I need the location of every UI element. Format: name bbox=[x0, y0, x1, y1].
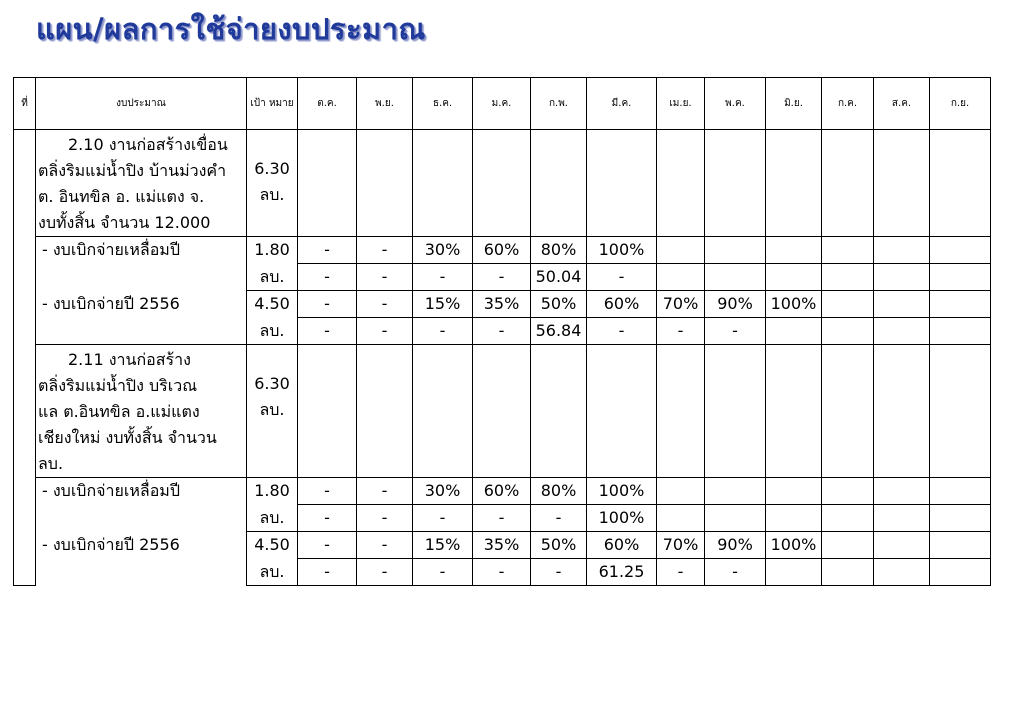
month-cell bbox=[413, 345, 473, 478]
sub-target: 1.80 bbox=[247, 237, 298, 264]
sub-budget-label: - งบเบิกจ่ายปี 2556 bbox=[36, 291, 247, 318]
sub-budget-label: - งบเบิกจ่ายปี 2556 bbox=[36, 532, 247, 559]
project-row bbox=[14, 345, 991, 478]
month-cell bbox=[298, 345, 357, 478]
result-value bbox=[766, 318, 822, 345]
result-value bbox=[657, 264, 705, 291]
plan-value: - bbox=[357, 478, 413, 505]
plan-value: - bbox=[298, 237, 357, 264]
month-cell bbox=[531, 130, 587, 237]
sub-budget-label: - งบเบิกจ่ายเหลื่อมปี bbox=[36, 237, 247, 264]
header-month: ก.ค. bbox=[822, 78, 874, 130]
plan-value bbox=[874, 291, 930, 318]
header-month: เม.ย. bbox=[657, 78, 705, 130]
month-cell bbox=[705, 130, 766, 237]
result-value bbox=[766, 264, 822, 291]
sub-budget-label bbox=[36, 505, 247, 532]
month-cell bbox=[357, 130, 413, 237]
result-value bbox=[822, 318, 874, 345]
result-value: - bbox=[298, 264, 357, 291]
result-value bbox=[766, 505, 822, 532]
result-value: - bbox=[657, 318, 705, 345]
result-value: - bbox=[298, 505, 357, 532]
header-month: ธ.ค. bbox=[413, 78, 473, 130]
sub-target: ลบ. bbox=[247, 318, 298, 345]
description-line: 2.10 งานก่อสร้างเขื่อน bbox=[68, 135, 228, 154]
plan-value bbox=[705, 237, 766, 264]
result-value bbox=[822, 264, 874, 291]
project-target bbox=[247, 345, 298, 478]
month-cell bbox=[822, 345, 874, 478]
sub-budget-label: - งบเบิกจ่ายเหลื่อมปี bbox=[36, 478, 247, 505]
sub-target: 4.50 bbox=[247, 532, 298, 559]
table-body bbox=[14, 130, 991, 586]
result-value bbox=[874, 264, 930, 291]
header-row bbox=[14, 78, 991, 130]
description-line: เชียงใหม่ งบทั้งสิ้น จำนวน bbox=[38, 428, 217, 447]
plan-value: 60% bbox=[473, 237, 531, 264]
project-target bbox=[247, 130, 298, 237]
project-description bbox=[36, 345, 247, 478]
result-value bbox=[822, 505, 874, 532]
header-budget: งบประมาณ bbox=[36, 78, 247, 130]
plan-row bbox=[14, 237, 991, 264]
result-value: - bbox=[587, 264, 657, 291]
description-line: ตลิ่งริมแม่น้ำปิง บ้านม่วงคำ bbox=[38, 161, 227, 180]
month-cell bbox=[874, 345, 930, 478]
plan-value: 15% bbox=[413, 532, 473, 559]
month-cell bbox=[413, 130, 473, 237]
sub-target: ลบ. bbox=[247, 505, 298, 532]
header-month: ก.พ. bbox=[531, 78, 587, 130]
plan-value bbox=[874, 532, 930, 559]
header-month: ต.ค. bbox=[298, 78, 357, 130]
target-line: ลบ. bbox=[259, 185, 285, 204]
plan-value: 60% bbox=[587, 291, 657, 318]
plan-value: 30% bbox=[413, 478, 473, 505]
project-row bbox=[14, 130, 991, 237]
plan-row bbox=[14, 478, 991, 505]
month-cell bbox=[766, 345, 822, 478]
month-cell bbox=[657, 345, 705, 478]
result-value bbox=[705, 505, 766, 532]
result-value: - bbox=[298, 559, 357, 586]
result-value: - bbox=[413, 505, 473, 532]
result-value: - bbox=[473, 318, 531, 345]
result-value bbox=[766, 559, 822, 586]
plan-value bbox=[930, 237, 991, 264]
result-value: - bbox=[357, 264, 413, 291]
plan-value: 80% bbox=[531, 237, 587, 264]
plan-value: 30% bbox=[413, 237, 473, 264]
plan-value bbox=[766, 478, 822, 505]
result-value: - bbox=[473, 559, 531, 586]
month-cell bbox=[473, 345, 531, 478]
result-value: - bbox=[357, 318, 413, 345]
result-value: - bbox=[531, 559, 587, 586]
result-row bbox=[14, 264, 991, 291]
plan-value: 50% bbox=[531, 291, 587, 318]
plan-value: 80% bbox=[531, 478, 587, 505]
plan-value bbox=[930, 291, 991, 318]
result-row bbox=[14, 505, 991, 532]
result-value: - bbox=[413, 559, 473, 586]
result-value bbox=[874, 559, 930, 586]
plan-value bbox=[822, 532, 874, 559]
result-value: - bbox=[357, 559, 413, 586]
description-line: 2.11 งานก่อสร้าง bbox=[68, 350, 191, 369]
plan-value bbox=[766, 237, 822, 264]
result-value: - bbox=[473, 264, 531, 291]
plan-value: 90% bbox=[705, 532, 766, 559]
plan-value: 60% bbox=[587, 532, 657, 559]
plan-value: 15% bbox=[413, 291, 473, 318]
result-value bbox=[930, 318, 991, 345]
plan-value bbox=[705, 478, 766, 505]
result-value: 50.04 bbox=[531, 264, 587, 291]
plan-value: 100% bbox=[587, 237, 657, 264]
header-month: มิ.ย. bbox=[766, 78, 822, 130]
plan-value: - bbox=[298, 291, 357, 318]
header-month: ส.ค. bbox=[874, 78, 930, 130]
result-value bbox=[874, 318, 930, 345]
result-row bbox=[14, 559, 991, 586]
plan-value: - bbox=[357, 237, 413, 264]
target-line: 6.30 bbox=[254, 159, 290, 178]
month-cell bbox=[930, 345, 991, 478]
description-line: งบทั้งสิ้น จำนวน 12.000 bbox=[38, 213, 211, 232]
plan-value: 35% bbox=[473, 291, 531, 318]
budget-table bbox=[13, 77, 991, 586]
result-row bbox=[14, 318, 991, 345]
result-value: 100% bbox=[587, 505, 657, 532]
result-value: - bbox=[473, 505, 531, 532]
month-cell bbox=[822, 130, 874, 237]
header-target: เป้า หมาย bbox=[247, 78, 298, 130]
description-line: แล ต.อินทขิล อ.แม่แตง bbox=[38, 402, 200, 421]
month-cell bbox=[298, 130, 357, 237]
result-value bbox=[930, 264, 991, 291]
month-cell bbox=[531, 345, 587, 478]
header-month: พ.ย. bbox=[357, 78, 413, 130]
plan-row bbox=[14, 291, 991, 318]
description-line: ตลิ่งริมแม่น้ำปิง บริเวณ bbox=[38, 376, 198, 395]
result-value: - bbox=[413, 264, 473, 291]
sub-budget-label bbox=[36, 318, 247, 345]
month-cell bbox=[705, 345, 766, 478]
month-cell bbox=[657, 130, 705, 237]
plan-value: 100% bbox=[766, 532, 822, 559]
plan-value: 70% bbox=[657, 532, 705, 559]
target-line: ลบ. bbox=[259, 400, 285, 419]
result-value: 61.25 bbox=[587, 559, 657, 586]
header-month: มี.ค. bbox=[587, 78, 657, 130]
plan-value bbox=[822, 478, 874, 505]
description-line: ลบ. bbox=[38, 454, 64, 473]
result-value bbox=[705, 264, 766, 291]
result-value: - bbox=[413, 318, 473, 345]
row-number-cell bbox=[14, 130, 36, 586]
result-value: - bbox=[298, 318, 357, 345]
sub-budget-label bbox=[36, 559, 247, 586]
header-month: ม.ค. bbox=[473, 78, 531, 130]
plan-value: 60% bbox=[473, 478, 531, 505]
sub-target: 1.80 bbox=[247, 478, 298, 505]
plan-value: - bbox=[298, 478, 357, 505]
header-month: ก.ย. bbox=[930, 78, 991, 130]
project-description bbox=[36, 130, 247, 237]
result-value: - bbox=[705, 559, 766, 586]
plan-value bbox=[874, 478, 930, 505]
month-cell bbox=[473, 130, 531, 237]
month-cell bbox=[874, 130, 930, 237]
plan-value bbox=[822, 291, 874, 318]
plan-value bbox=[822, 237, 874, 264]
header-no: ที่ bbox=[14, 78, 36, 130]
plan-value bbox=[930, 532, 991, 559]
result-value: - bbox=[657, 559, 705, 586]
plan-value: - bbox=[357, 532, 413, 559]
result-value: - bbox=[705, 318, 766, 345]
page-title: แผน/ผลการใช้จ่ายงบประมาณ bbox=[36, 12, 426, 46]
month-cell bbox=[587, 345, 657, 478]
month-cell bbox=[930, 130, 991, 237]
sub-target: 4.50 bbox=[247, 291, 298, 318]
header-month: พ.ค. bbox=[705, 78, 766, 130]
month-cell bbox=[587, 130, 657, 237]
result-value: - bbox=[531, 505, 587, 532]
plan-value: 70% bbox=[657, 291, 705, 318]
plan-value: 100% bbox=[766, 291, 822, 318]
result-value: - bbox=[587, 318, 657, 345]
plan-value bbox=[874, 237, 930, 264]
sub-budget-label bbox=[36, 264, 247, 291]
result-value bbox=[874, 505, 930, 532]
result-value: - bbox=[357, 505, 413, 532]
result-value: 56.84 bbox=[531, 318, 587, 345]
sub-target: ลบ. bbox=[247, 559, 298, 586]
result-value bbox=[657, 505, 705, 532]
plan-value bbox=[657, 478, 705, 505]
plan-value: - bbox=[357, 291, 413, 318]
plan-value bbox=[930, 478, 991, 505]
month-cell bbox=[766, 130, 822, 237]
result-value bbox=[930, 559, 991, 586]
plan-row bbox=[14, 532, 991, 559]
result-value bbox=[930, 505, 991, 532]
sub-target: ลบ. bbox=[247, 264, 298, 291]
plan-value: 50% bbox=[531, 532, 587, 559]
plan-value: 100% bbox=[587, 478, 657, 505]
month-cell bbox=[357, 345, 413, 478]
plan-value bbox=[657, 237, 705, 264]
plan-value: 90% bbox=[705, 291, 766, 318]
plan-value: 35% bbox=[473, 532, 531, 559]
plan-value: - bbox=[298, 532, 357, 559]
description-line: ต. อินทขิล อ. แม่แตง จ. bbox=[38, 187, 205, 206]
result-value bbox=[822, 559, 874, 586]
target-line: 6.30 bbox=[254, 374, 290, 393]
